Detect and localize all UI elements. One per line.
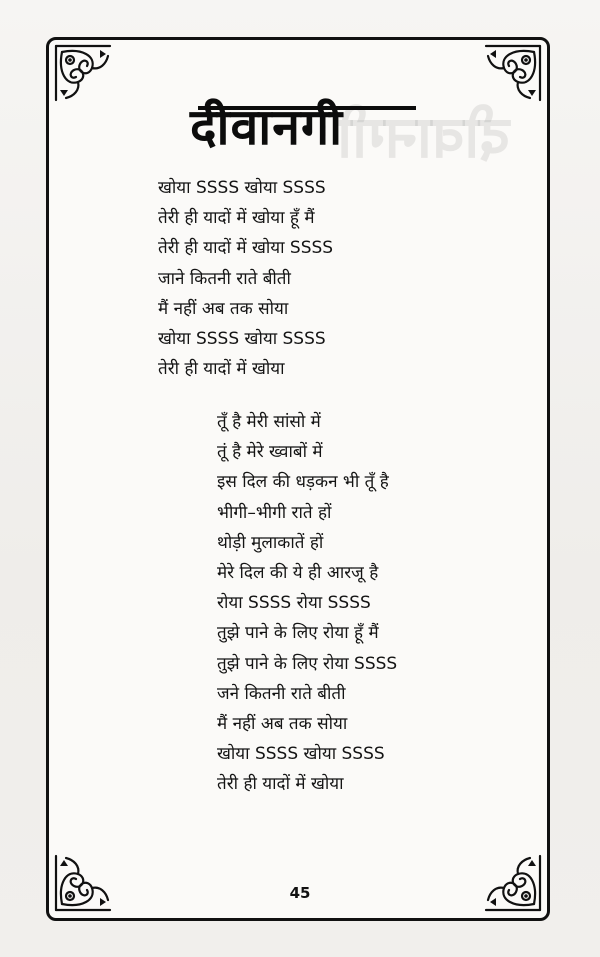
verse-line: जाने कितनी राते बीती (158, 268, 291, 289)
verse-line: थोड़ी मुलाकातें हों (217, 532, 324, 553)
poem-title: दीवानगी (190, 98, 344, 156)
verse-line: तुझे पाने के लिए रोया हूँ मैं (217, 623, 379, 644)
floral-corner-ornament-icon (482, 852, 544, 914)
verse-line: तेरी ही यादों में खोया (158, 359, 285, 380)
verse-line: मैं नहीं अब तक सोया (217, 713, 348, 734)
verse-line: मेरे दिल की ये ही आरजू है (217, 562, 379, 583)
verse-line: तुझे पाने के लिए रोया SSSS (217, 653, 398, 674)
verse-line: भीगी–भीगी राते हों (217, 502, 332, 523)
verse-line: रोया SSSS रोया SSSS (217, 593, 371, 614)
verse-line: तूं है मेरे ख्वाबों में (217, 442, 323, 463)
stanza-2 (217, 407, 397, 799)
verse-line: तूँ है मेरी सांसो में (217, 412, 321, 432)
floral-corner-ornament-icon (482, 42, 544, 104)
stanza-1 (158, 173, 333, 384)
verse-line: जने कितनी राते बीती (217, 683, 346, 704)
page-number: 45 (289, 884, 311, 902)
verse-line: इस दिल की धड़कन भी तूँ है (217, 472, 389, 493)
verse-line: तेरी ही यादों में खोया SSSS (158, 238, 334, 259)
verse-line: तेरी ही यादों में खोया (217, 774, 344, 795)
verse-line: खोया SSSS खोया SSSS (158, 178, 326, 198)
verse-line: खोया SSSS खोया SSSS (217, 744, 385, 765)
show-through-text: दीवानगी (337, 103, 510, 171)
floral-corner-ornament-icon (52, 42, 114, 104)
verse-line: खोया SSSS खोया SSSS (158, 328, 326, 349)
verse-line: मैं नहीं अब तक सोया (158, 298, 289, 319)
verse-line: तेरी ही यादों में खोया हूँ मैं (158, 208, 315, 229)
floral-corner-ornament-icon (52, 852, 114, 914)
